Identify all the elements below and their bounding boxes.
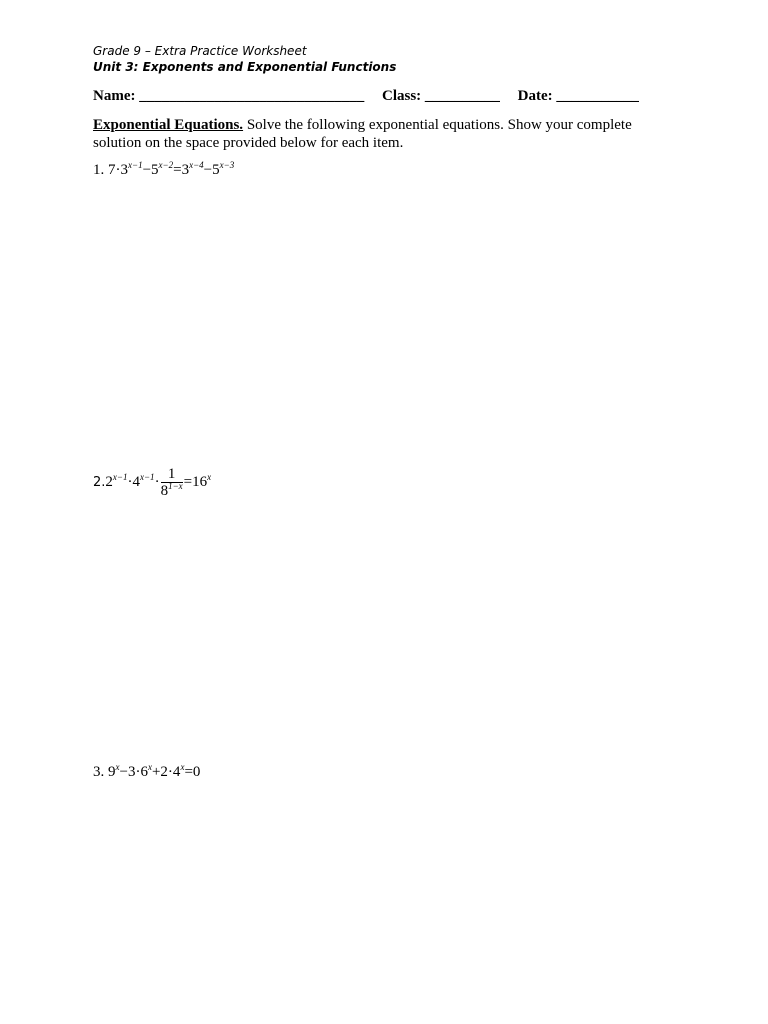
class-field: Class: __________: [381, 88, 500, 104]
problem-number: 3.: [93, 764, 108, 780]
fraction-numerator: 1: [161, 466, 183, 483]
exponent: x: [147, 762, 152, 772]
equation-term: ·: [154, 474, 160, 490]
equation-term: 7·3: [108, 162, 128, 178]
problem-number: 2.: [93, 475, 106, 490]
instructions-text: Solve the following exponential equations. Show your complete solution on the space provided below for each item.: [93, 117, 632, 151]
problem-2: [93, 466, 211, 499]
exponent: x−1: [139, 472, 155, 482]
exponent: x−1: [128, 160, 143, 170]
equation-term: ·4: [127, 474, 140, 490]
instructions-title: Exponential Equations.: [93, 117, 244, 133]
denominator-base: 8: [160, 483, 169, 499]
exponent: 1−x: [168, 481, 183, 491]
worksheet-title: Grade 9 – Extra Practice Worksheet: [93, 44, 307, 58]
fraction-denominator: [161, 483, 183, 499]
equation-term: 2: [105, 474, 113, 490]
exponent: x: [180, 762, 185, 772]
equation-term: =3: [173, 162, 190, 178]
name-field: Name: ______________________________: [93, 88, 365, 104]
exponent: x−1: [112, 472, 128, 482]
exponent: x: [207, 472, 212, 482]
problem-number: 1.: [93, 162, 108, 178]
equation-term: +2·4: [151, 764, 181, 780]
problem-1: [93, 162, 234, 179]
equation-term: −3·6: [119, 764, 148, 780]
exponent: x−3: [219, 160, 235, 170]
equation-term: −5: [203, 162, 220, 178]
equation-term: 9: [108, 764, 116, 780]
exponent: x−2: [158, 160, 174, 170]
student-info-fields: [93, 88, 653, 105]
equation-term: =0: [184, 764, 201, 780]
problem-3: [93, 764, 200, 781]
unit-title: Unit 3: Exponents and Exponential Functions: [93, 60, 397, 74]
exponent: x: [115, 762, 120, 772]
instructions: [93, 116, 673, 152]
equation-term: −5: [142, 162, 159, 178]
equation-term: =16: [183, 474, 208, 490]
fraction: [161, 466, 183, 499]
exponent: x−4: [189, 160, 204, 170]
date-field: Date: ___________: [517, 88, 639, 104]
